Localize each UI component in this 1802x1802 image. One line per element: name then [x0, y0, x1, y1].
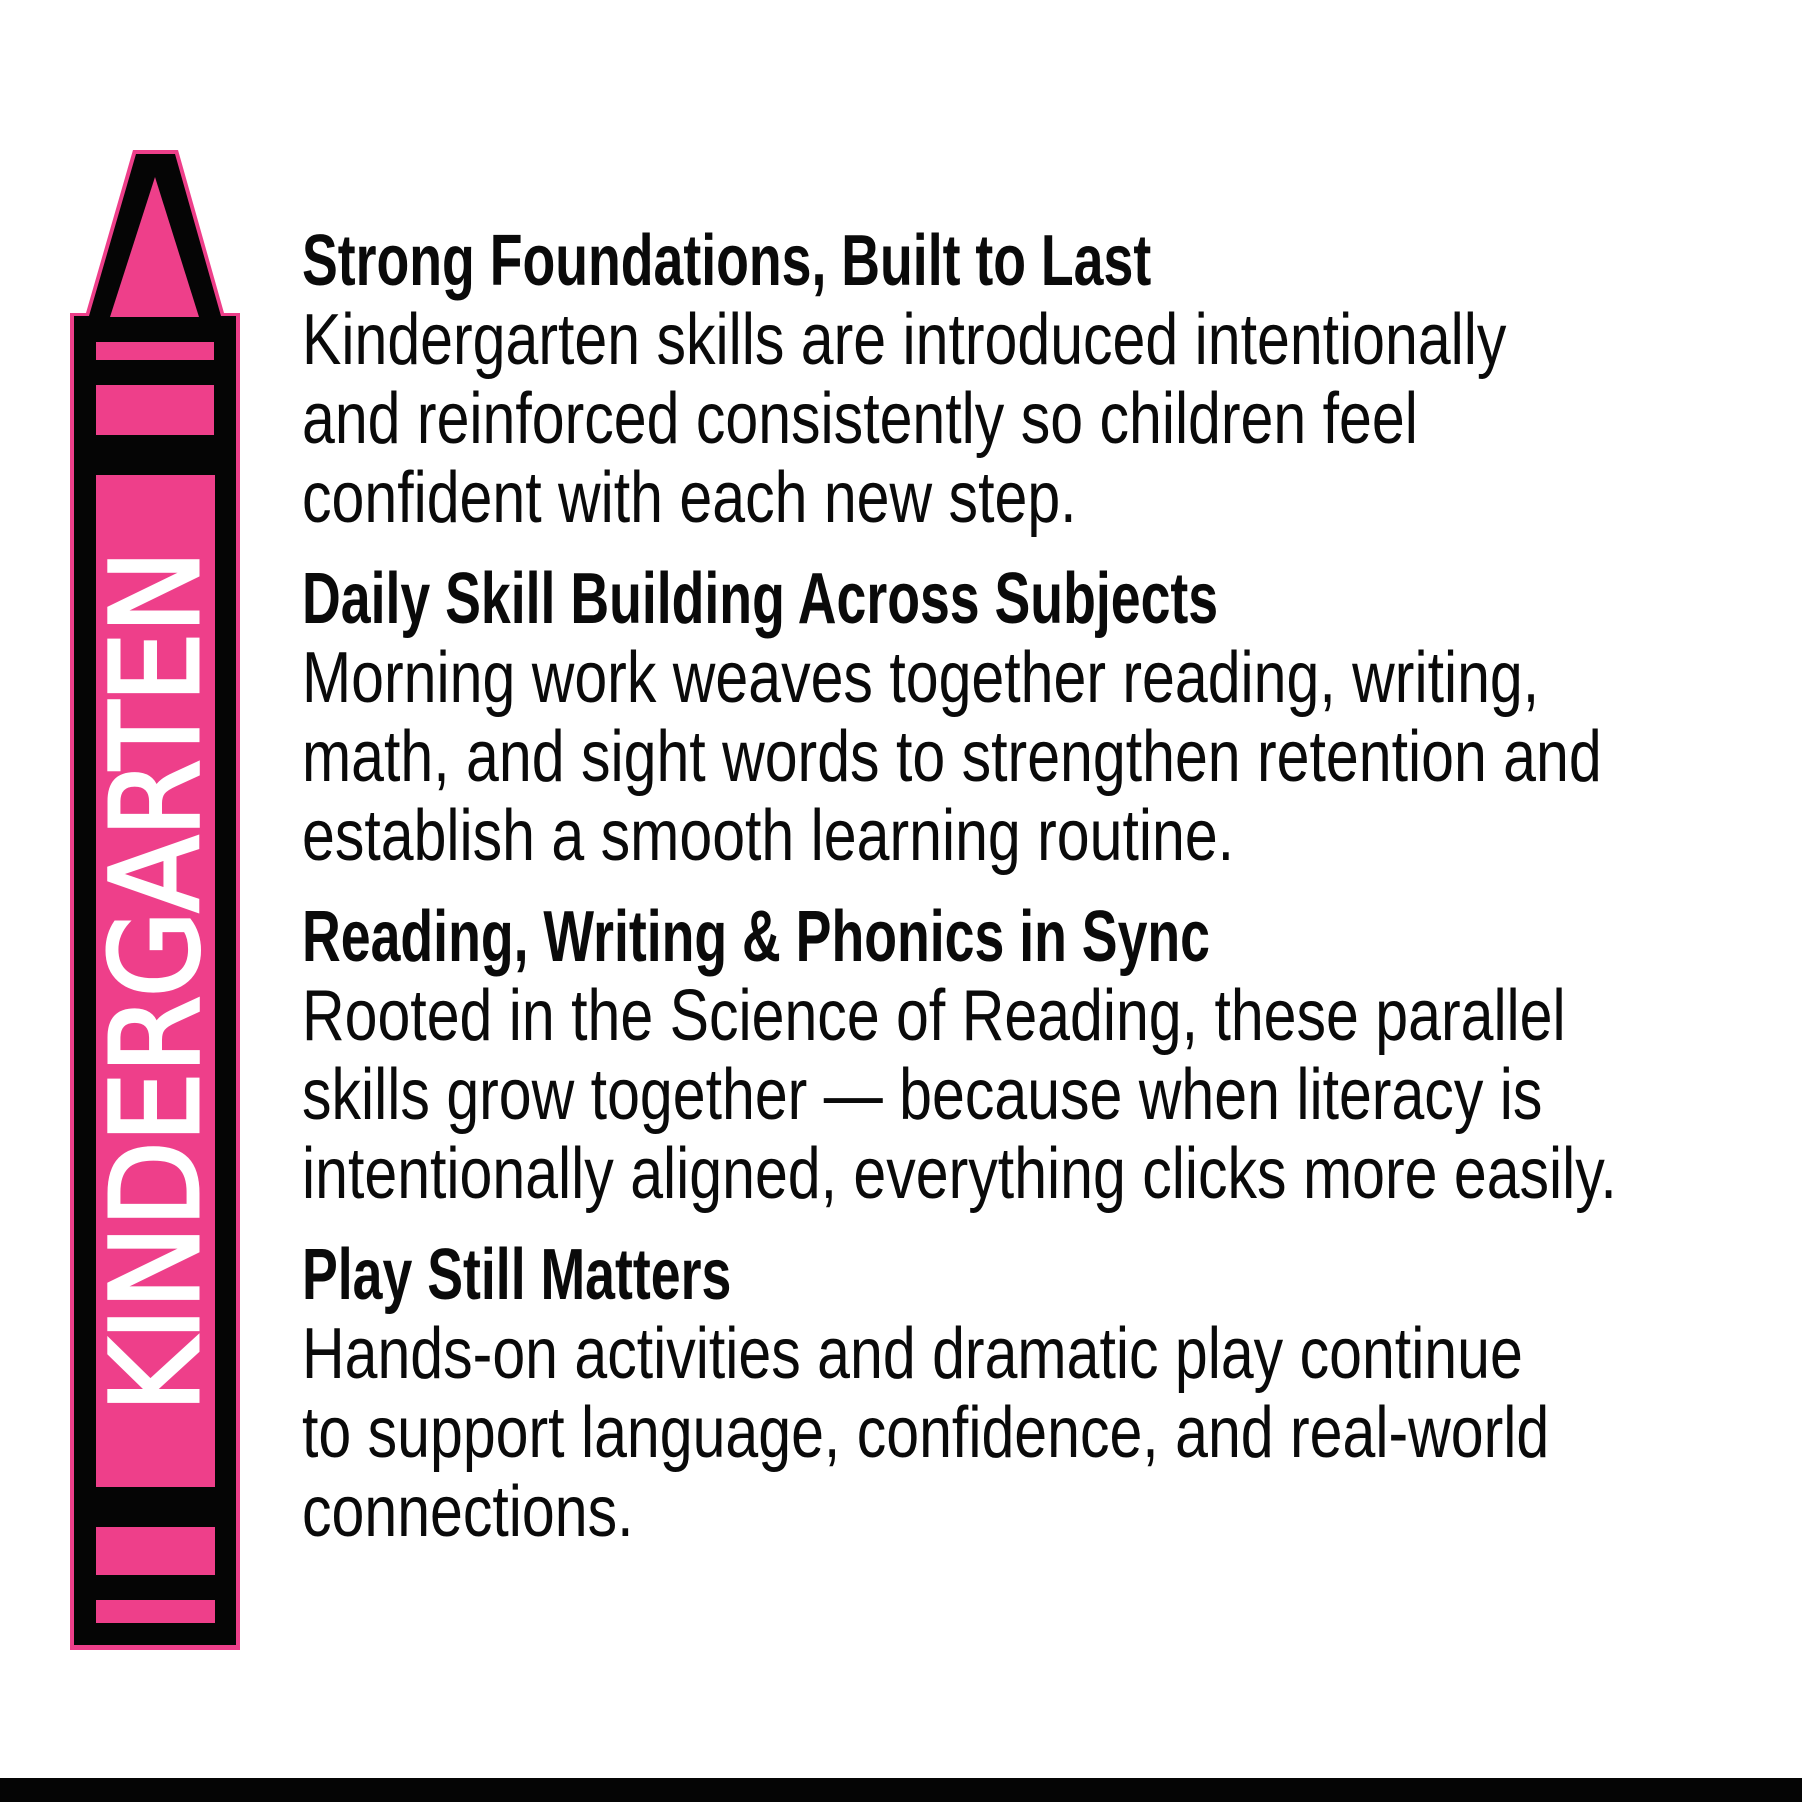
section-play-still-matters: [302, 1236, 1782, 1552]
crayon-label-text: KINDERGARTEN: [85, 551, 227, 1413]
section-body-line: math, and sight words to strengthen retention and: [302, 717, 1602, 797]
section-body-line: confident with each new step.: [302, 458, 1077, 538]
section-heading: Strong Foundations, Built to Last: [302, 221, 1152, 301]
section-body-line: Kindergarten skills are introduced intentionally: [302, 300, 1507, 380]
crayon-stripe-top-2: [96, 385, 214, 435]
section-body-line: intentionally aligned, everything clicks more easily.: [302, 1134, 1617, 1214]
section-heading: Play Still Matters: [302, 1235, 732, 1315]
section-body-line: establish a smooth learning routine.: [302, 796, 1235, 876]
content-column: [302, 222, 1782, 1574]
section-heading: Reading, Writing & Phonics in Sync: [302, 897, 1211, 977]
section-body-line: Hands-on activities and dramatic play continue: [302, 1314, 1523, 1394]
section-daily-skill-building: [302, 560, 1782, 876]
bottom-border-strip: [0, 1778, 1802, 1802]
section-body-line: skills grow together — because when literacy is: [302, 1055, 1543, 1135]
section-heading: Daily Skill Building Across Subjects: [302, 559, 1219, 639]
crayon-stripe-top-1: [96, 342, 214, 360]
section-body-line: to support language, confidence, and real-world: [302, 1393, 1550, 1473]
section-body-line: Morning work weaves together reading, writing,: [302, 638, 1540, 718]
section-body-line: and reinforced consistently so children feel: [302, 379, 1418, 459]
section-body-line: connections.: [302, 1472, 634, 1552]
section-reading-writing-phonics: [302, 898, 1782, 1214]
crayon-icon: [0, 0, 260, 1700]
crayon-stripe-bottom-1: [96, 1527, 215, 1575]
section-body-line: Rooted in the Science of Reading, these parallel: [302, 976, 1566, 1056]
crayon-stripe-bottom-2: [96, 1600, 215, 1623]
section-strong-foundations: [302, 222, 1782, 538]
